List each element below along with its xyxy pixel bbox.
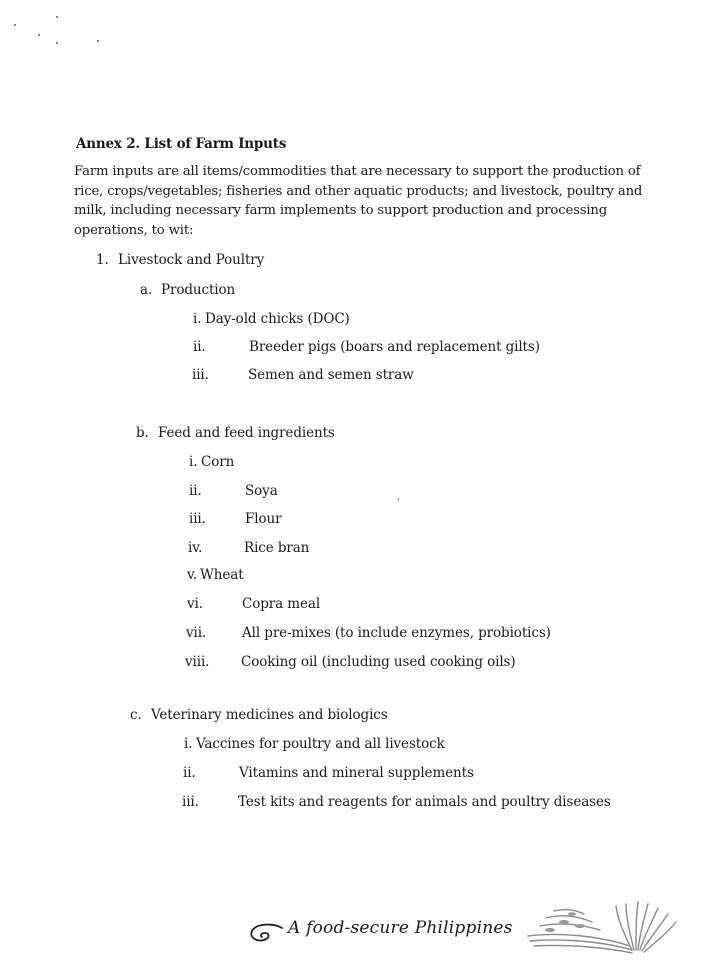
intro-line: Farm inputs are all items/commodities that are necessary to support the production of [74,164,641,179]
list-item-number: iv. [188,540,203,556]
annex-title: Annex 2. List of Farm Inputs [76,136,287,152]
list-item-text: Cooking oil (including used cooking oils) [241,654,516,670]
list-item-text: Vaccines for poultry and all livestock [196,736,445,752]
list-item-text: Day-old chicks (DOC) [205,311,350,327]
scan-speck [38,34,40,36]
intro-line: operations, to wit: [74,222,194,238]
list-item-text: Soya [245,483,278,499]
subsection-letter: a. [140,282,153,298]
list-item-number: ii. [193,339,206,355]
swirl-logo-icon [248,922,286,944]
list-item-number: i. [184,736,193,752]
scan-speck [398,498,399,501]
intro-paragraph [74,162,644,240]
subsection-letter: b. [136,425,149,441]
list-item-number: iii. [192,367,209,383]
scan-speck [97,40,99,42]
list-item-number: vii. [186,625,207,641]
list-item-text: All pre-mixes (to include enzymes, probiotics) [242,625,551,641]
list-item-number: i. [189,454,198,470]
list-item-text: Wheat [200,567,244,583]
list-item-number: v. [187,567,198,583]
intro-line: rice, crops/vegetables; fisheries and other aquatic products; and livestock, poultry and [74,183,643,199]
list-item-text: Breeder pigs (boars and replacement gilts) [249,339,540,355]
list-item-number: viii. [185,654,210,670]
list-item-number: vi. [187,596,203,612]
subsection-letter: c. [130,707,142,723]
list-item-text: Copra meal [242,596,321,612]
intro-line: milk, including necessary farm implements to support production and processing [74,203,608,218]
scan-speck [56,42,58,44]
list-item-number: iii. [189,511,206,527]
list-item-text: Rice bran [244,540,310,556]
subsection-title: Veterinary medicines and biologics [151,707,388,723]
list-item-number: ii. [183,765,196,781]
list-item-text: Semen and semen straw [248,367,414,383]
list-item-number: ii. [189,483,202,499]
list-item-number: iii. [182,794,199,810]
footer-tagline: A food-secure Philippines [288,918,513,938]
list-item-text: Flour [245,511,282,527]
section-title: Livestock and Poultry [118,252,265,268]
list-item-text: Corn [201,454,235,470]
list-item-text: Vitamins and mineral supplements [239,765,474,781]
section-number: 1. [96,252,109,268]
rice-stalks-logo-icon [520,896,690,956]
scan-speck [56,16,58,18]
list-item-text: Test kits and reagents for animals and poultry diseases [238,794,611,810]
list-item-number: i. [193,311,202,327]
subsection-title: Production [161,282,236,298]
scan-speck [14,24,16,26]
subsection-title: Feed and feed ingredients [158,425,335,441]
